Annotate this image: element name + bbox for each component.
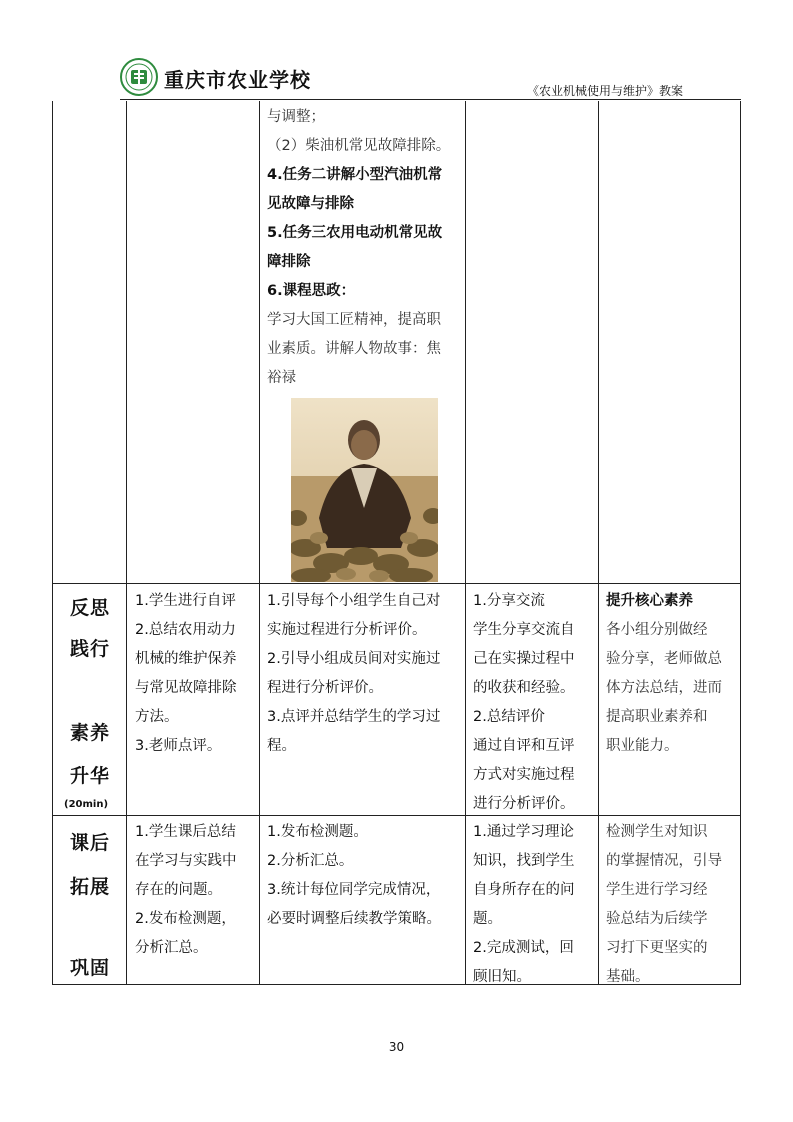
cell-line: 2.分析汇总。 [267, 853, 354, 869]
continuation-line: 5.任务三农用电动机常见故 [267, 225, 443, 241]
cell-line: 职业能力。 [606, 738, 679, 754]
jiao-yulu-photo [291, 398, 438, 582]
teacher-activity-cell [267, 818, 441, 934]
section-label: 拓展 [70, 876, 111, 898]
cell-line: 各小组分别做经 [606, 622, 708, 638]
cell-line: 学生进行学习经 [606, 882, 708, 898]
header-rule [120, 99, 741, 100]
course-title: 《农业机械使用与维护》教案 [526, 84, 683, 98]
learning-activity-cell [473, 818, 575, 992]
cell-line: 验总结为后续学 [606, 911, 708, 927]
continuation-line: 4.任务二讲解小型汽油机常 [267, 167, 443, 183]
student-activity-cell [135, 587, 237, 761]
cell-line: 顾旧知。 [473, 969, 531, 985]
section-label: 课后 [70, 832, 111, 854]
cell-line: 检测学生对知识 [606, 824, 708, 840]
cell-line: 体方法总结，进而 [606, 680, 722, 696]
cell-line: 学生分享交流自 [473, 622, 575, 638]
section-label: 升华 [70, 765, 111, 787]
teacher-activity-cell [267, 587, 440, 761]
cell-line: 程。 [267, 738, 296, 754]
cell-line: 在学习与实践中 [135, 853, 237, 869]
school-logo-icon [120, 58, 158, 96]
design-intent-cell [606, 818, 722, 992]
student-activity-cell [135, 818, 237, 963]
cell-line: 3.点评并总结学生的学习过 [267, 709, 441, 725]
cell-line: 1.发布检测题。 [267, 824, 368, 840]
table-border-right [740, 101, 741, 985]
section-label: 素养 [70, 722, 111, 744]
cell-line: 方法。 [135, 709, 179, 725]
cell-line: 题。 [473, 911, 502, 927]
cell-line: 1.学生进行自评 [135, 593, 236, 609]
cell-line: 通过自评和互评 [473, 738, 575, 754]
cell-line: 实施过程进行分析评价。 [267, 622, 427, 638]
cell-line: 2.发布检测题， [135, 911, 236, 927]
table-border-left [52, 101, 53, 985]
page-header [120, 56, 741, 100]
table-row-divider [52, 815, 741, 816]
continuation-line: 学习大国工匠精神，提高职 [267, 312, 441, 328]
cell-line: 基础。 [606, 969, 650, 985]
cell-line: 分析汇总。 [135, 940, 208, 956]
cell-line: 进行分析评价。 [473, 796, 575, 812]
table-column-divider [465, 101, 466, 985]
cell-line: 的收获和经验。 [473, 680, 575, 696]
table-column-divider [126, 101, 127, 985]
section-time: (20min) [64, 799, 109, 810]
cell-line: 程进行分析评价。 [267, 680, 383, 696]
cell-line: 机械的维护保养 [135, 651, 237, 667]
cell-line: 存在的问题。 [135, 882, 222, 898]
cell-line: 知识，找到学生 [473, 853, 575, 869]
page-number: 30 [388, 1040, 405, 1054]
table-row-divider [52, 583, 741, 584]
cell-line: 1.学生课后总结 [135, 824, 236, 840]
continuation-cell [267, 103, 450, 393]
table-column-divider [259, 101, 260, 985]
cell-line: 与常见故障排除 [135, 680, 237, 696]
section-label: 反思 [70, 597, 111, 619]
school-name: 重庆市农业学校 [164, 68, 311, 92]
continuation-line: 业素质。讲解人物故事：焦 [267, 341, 441, 357]
design-intent-cell [606, 587, 722, 761]
cell-line: 3.统计每位同学完成情况， [267, 882, 441, 898]
table-column-divider [598, 101, 599, 985]
intent-title: 提升核心素养 [606, 593, 693, 609]
cell-line: 1.通过学习理论 [473, 824, 574, 840]
cell-line: 己在实操过程中 [473, 651, 575, 667]
cell-line: 自身所存在的问 [473, 882, 575, 898]
learning-activity-cell [473, 587, 575, 819]
cell-line: 2.总结农用动力 [135, 622, 236, 638]
section-label: 践行 [70, 638, 111, 660]
cell-line: 1.引导每个小组学生自己对 [267, 593, 441, 609]
continuation-line: （2）柴油机常见故障排除。 [267, 138, 451, 154]
cell-line: 验分享，老师做总 [606, 651, 722, 667]
cell-line: 方式对实施过程 [473, 767, 575, 783]
cell-line: 习打下更坚实的 [606, 940, 708, 956]
continuation-line: 裕禄 [267, 370, 296, 386]
cell-line: 2.引导小组成员间对实施过 [267, 651, 441, 667]
continuation-line: 6.课程思政： [267, 283, 356, 299]
cell-line: 1.分享交流 [473, 593, 545, 609]
cell-line: 3.老师点评。 [135, 738, 222, 754]
continuation-line: 障排除 [267, 254, 311, 270]
cell-line: 2.完成测试，回 [473, 940, 574, 956]
cell-line: 提高职业素养和 [606, 709, 708, 725]
section-label: 巩固 [70, 957, 111, 979]
cell-line: 2.总结评价 [473, 709, 545, 725]
cell-line: 的掌握情况，引导 [606, 853, 722, 869]
cell-line: 必要时调整后续教学策略。 [267, 911, 441, 927]
continuation-line: 见故障与排除 [267, 196, 354, 212]
continuation-line: 与调整； [267, 109, 325, 125]
